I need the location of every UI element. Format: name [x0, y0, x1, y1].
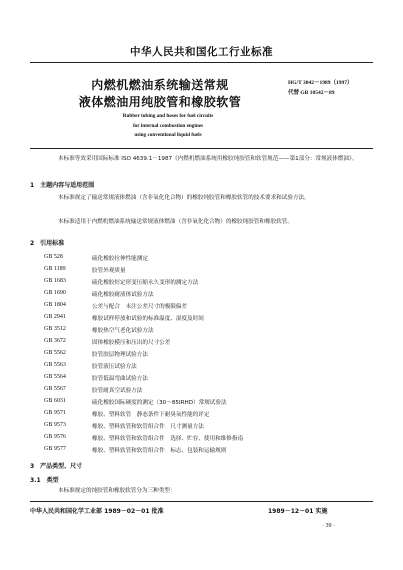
- replaces-standard: 代替 GB 10542－89: [288, 90, 335, 96]
- reference-item: [44, 266, 374, 278]
- section-1-para-1: 本标准规定了输送常规液体燃油（含非氧化化合物）的橡胶纯胶管和橡胶软管的技术要求和试验方法。: [58, 195, 310, 201]
- english-title: [88, 112, 248, 141]
- reference-code: GB 5562: [44, 350, 66, 356]
- reference-code: GB 1804: [44, 302, 66, 308]
- reference-code: GB 1690: [44, 290, 66, 296]
- reference-code: GB 5567: [44, 386, 66, 392]
- reference-name: 公差与配合 未注公差尺寸的极限偏差: [92, 304, 188, 310]
- reference-item: [44, 398, 374, 410]
- reference-name: 胶管低温弯曲试验方法: [92, 376, 148, 382]
- reference-code: GB 2941: [44, 314, 66, 320]
- reference-name: 硫化橡胶耐液体试验方法: [92, 292, 154, 298]
- reference-name: 胶管耐真空试验方法: [92, 388, 143, 394]
- page-number: · 39 ·: [322, 523, 335, 529]
- english-title-line-3: using conventional liquid fuels: [134, 132, 202, 138]
- doc-title-line-1: 内燃机燃油系统输送常规: [91, 78, 229, 92]
- reference-item: [44, 254, 374, 266]
- reference-code: GB 3672: [44, 338, 66, 344]
- reference-code: GB 9573: [44, 422, 66, 428]
- reference-name: 橡胶、塑料软管和软管组合件 尺寸测量方法: [92, 424, 204, 430]
- reference-item: [44, 362, 374, 374]
- reference-item: [44, 374, 374, 386]
- reference-code: GB 1683: [44, 278, 66, 284]
- reference-name: 胶管胶层物理试验方法: [92, 352, 148, 358]
- reference-name: 橡胶、塑料软管和软管组合件 标志、包装和运输规则: [92, 448, 227, 454]
- reference-name: 固体橡胶模压和压出的尺寸公差: [92, 340, 171, 346]
- reference-code: GB 9576: [44, 434, 66, 440]
- approval-date: 中华人民共和国化学工业部 1989－02－01 批准: [30, 508, 164, 515]
- reference-code: GB 6031: [44, 398, 66, 404]
- reference-code: GB 9571: [44, 410, 66, 416]
- reference-code: GB 5563: [44, 362, 66, 368]
- english-title-line-1: Rubber tubing and hoses for fuel circuits: [122, 113, 214, 119]
- reference-name: 橡胶试样停放和试验的标准温度、湿度及时间: [92, 316, 204, 322]
- reference-name: 橡胶热空气老化试验方法: [92, 328, 154, 334]
- reference-code: GB 1189: [44, 266, 66, 272]
- section-3-1-heading: 3.1 类型: [30, 477, 59, 484]
- english-title-line-2: for internal combustion engines: [132, 122, 204, 129]
- doc-title-line-2: 液体燃油用纯胶管和橡胶软管: [78, 95, 242, 109]
- reference-name: 胶管外观质量: [92, 268, 126, 274]
- effective-date: 1989－12－01 实施: [268, 508, 328, 515]
- standard-category-title: 中华人民共和国化工行业标准: [130, 46, 273, 58]
- reference-name: 硫化橡胶国际硬度的测定（30～85IRHD）常规试验法: [92, 400, 227, 406]
- footer-divider: [30, 501, 373, 502]
- reference-code: GB 528: [44, 254, 63, 260]
- reference-name: 橡胶、塑料软管和软管组合件 选择、贮存、使用和维修指南: [92, 436, 244, 442]
- reference-item: [44, 422, 374, 434]
- reference-name: 橡胶、塑料软管 静态条件下耐臭氧性能的评定: [92, 412, 210, 418]
- reference-name: 硫化橡胶拉伸性能测定: [92, 256, 148, 262]
- section-2-heading: 2 引用标准: [30, 240, 65, 247]
- reference-code: GB 9577: [44, 446, 66, 452]
- section-3-heading: 3 产品类型、尺寸: [30, 463, 83, 470]
- reference-item: [44, 410, 374, 422]
- section-3-1-para: 本标准规定的纯胶管和橡胶软管分为三种类型：: [58, 488, 176, 494]
- reference-item: [44, 350, 374, 362]
- reference-item: [44, 278, 374, 290]
- reference-code: GB 5564: [44, 374, 66, 380]
- section-1-heading: 1 主题内容与适用范围: [30, 182, 95, 189]
- reference-item: [44, 302, 374, 314]
- section-1-para-2: 本标准适用于内燃机燃油系统输送常规液体燃油（含非氧化化合物）的橡胶纯胶管和橡胶软管。: [58, 219, 293, 225]
- top-divider: [30, 62, 373, 63]
- reference-item: [44, 446, 374, 458]
- reference-item: [44, 290, 374, 302]
- intro-paragraph: 本标准等效采用国际标准 ISO 4639.1－1987《内燃机燃油系统用橡胶纯胶管和软管规范——第1部分：常规液体燃油》。: [58, 156, 358, 162]
- reference-name: 胶管液压试验方法: [92, 364, 137, 370]
- standard-number: HG/T 3042－1989（1997）: [288, 80, 353, 86]
- reference-item: [44, 434, 374, 446]
- reference-item: [44, 386, 374, 398]
- reference-item: [44, 314, 374, 326]
- reference-name: 硫化橡胶恒定形变压缩永久变形的测定方法: [92, 280, 199, 286]
- reference-item: [44, 338, 374, 350]
- reference-item: [44, 326, 374, 338]
- reference-code: GB 3512: [44, 326, 66, 332]
- title-divider: [30, 148, 373, 149]
